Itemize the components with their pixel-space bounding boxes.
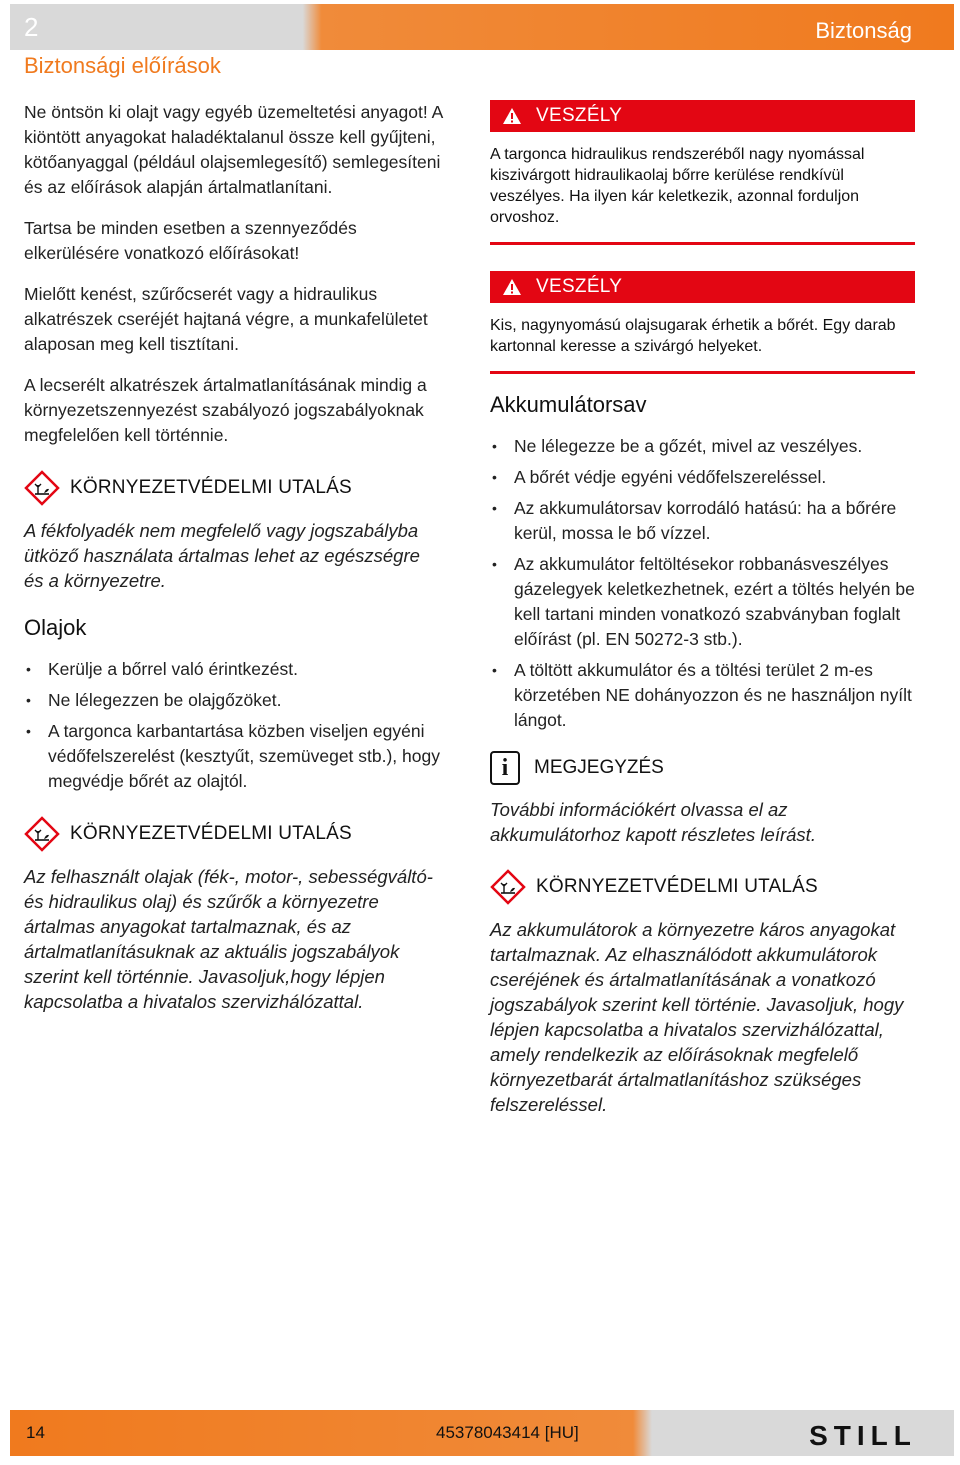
danger-text: A targonca hidraulikus rendszeréből nagy nyomással kiszivárgott hidraulikaolaj bőrre kerülése rendkívül veszélyes. Ha ilyen kár keletkezik, azonnal forduljon orvoshoz. <box>490 146 865 226</box>
warning-triangle-icon <box>502 278 522 296</box>
right-column <box>490 100 915 1139</box>
oils-list <box>24 657 444 794</box>
note-title: MEGJEGYZÉS <box>534 757 664 778</box>
list-item: • Kerülje a bőrrel való érintkezést. <box>24 657 444 682</box>
chapter-number: 2 <box>24 12 39 42</box>
environment-note-text: Az felhasznált olajak (fék-, motor-, sebességváltó- és hidraulikus olaj) és szűrők a környezetre ártalmas anyagokat tartalmaznak, és az ártalmatlanításuknak az aktuális jogszabályok szerint kell történnie. Javasoljuk,hogy lépjen kapcsolatba a hivatalos szervizhálózattal. <box>24 866 433 1012</box>
svg-text:STILL: STILL <box>809 1422 917 1448</box>
paragraph: Ne öntsön ki olajt vagy egyéb üzemeltetési anyagot! A kiöntött anyagokat haladéktalanul össze kell gyűjteni, kötőanyaggal (például olajsemlegesítő) semlegesíteni és az előírások alapján ártalmatlanítani. <box>24 102 443 197</box>
battery-list <box>490 434 915 733</box>
paragraph: Tartsa be minden esetben a szennyeződés elkerülésére vonatkozó előírásokat! <box>24 218 357 263</box>
danger-header <box>490 100 915 132</box>
paragraph: Mielőtt kenést, szűrőcserét vagy a hidraulikus alkatrészek cseréjét hajtaná végre, a munkafelületet alaposan meg kell tisztítani. <box>24 284 428 354</box>
environment-note-text: Az akkumulátorok a környezetre káros anyagokat tartalmaznak. Az elhasználódott akkumulátorok cseréjének és ártalmatlanításának a vonatkozó jogszabályok szerint kell történie. Javasoljuk, hogy lépjen kapcsolatba a hivatalos szervizhálózattal, amely rendelkezik az előírásoknak megfelelő környezetbarát ártalmatlanításhoz szükséges felszereléssel. <box>490 919 904 1115</box>
note-heading <box>490 751 915 785</box>
paragraph: A lecserélt alkatrészek ártalmatlanításának mindig a környezetszennyezést szabályozó jogszabályoknak megfelelően kell történnie. <box>24 375 427 445</box>
environment-hazard-icon <box>490 869 526 905</box>
divider <box>490 242 915 245</box>
list-item: • Ne lélegezzen be olajgőzöket. <box>24 688 444 713</box>
danger-box <box>490 271 915 374</box>
environment-note-heading <box>24 816 444 852</box>
list-item: • A targonca karbantartása közben viseljen egyéni védőfelszerelést (kesztyűt, szemüveget stb.), hogy megvédje bőrét az olajtól. <box>24 719 444 794</box>
list-item: • Az akkumulátor feltöltésekor robbanásveszélyes gázelegyek keletkezhetnek, ezért a töltés helyén be kell tartani minden vonatkozó szabványban foglalt előírást (pl. EN 50272-3 stb.). <box>490 552 915 652</box>
section-heading-battery: Akkumulátorsav <box>490 392 647 417</box>
document-number: 45378043414 [HU] <box>436 1423 579 1442</box>
page-header <box>10 4 954 50</box>
environment-note-heading <box>24 470 444 506</box>
environment-note-title: KÖRNYEZETVÉDELMI UTALÁS <box>536 876 818 897</box>
note-text: További információkért olvassa el az akkumulátorhoz kapott részletes leírást. <box>490 799 816 845</box>
danger-box <box>490 100 915 245</box>
still-logo <box>778 1422 948 1448</box>
danger-label: VESZÉLY <box>536 276 623 297</box>
page-number: 14 <box>26 1423 45 1442</box>
environment-note-text: A fékfolyadék nem megfelelő vagy jogszabályba ütköző használata ártalmas lehet az egészségre és a környezetre. <box>24 520 420 591</box>
danger-text: Kis, nagynyomású olajsugarak érhetik a bőrét. Egy darab kartonnal keresse a szivárgó helyeket. <box>490 317 896 355</box>
environment-note-title: KÖRNYEZETVÉDELMI UTALÁS <box>70 477 352 498</box>
info-icon: i <box>490 751 520 785</box>
page-footer <box>10 1410 954 1456</box>
section-title: Biztonság <box>815 18 912 43</box>
section-heading-oils: Olajok <box>24 615 87 640</box>
list-item: • A bőrét védje egyéni védőfelszereléssel. <box>490 465 915 490</box>
environment-hazard-icon <box>24 470 60 506</box>
danger-header <box>490 271 915 303</box>
warning-triangle-icon <box>502 107 522 125</box>
page-subtitle: Biztonsági előírások <box>24 53 221 78</box>
environment-note-heading <box>490 869 915 905</box>
environment-hazard-icon <box>24 816 60 852</box>
list-item: • A töltött akkumulátor és a töltési terület 2 m-es körzetében NE dohányozzon és ne használjon nyílt lángot. <box>490 658 915 733</box>
environment-note-title: KÖRNYEZETVÉDELMI UTALÁS <box>70 823 352 844</box>
danger-label: VESZÉLY <box>536 105 623 126</box>
list-item: • Ne lélegezze be a gőzét, mivel az veszélyes. <box>490 434 915 459</box>
divider <box>490 371 915 374</box>
left-column <box>24 100 444 1036</box>
list-item: • Az akkumulátorsav korrodáló hatású: ha a bőrére kerül, mossa le bő vízzel. <box>490 496 915 546</box>
